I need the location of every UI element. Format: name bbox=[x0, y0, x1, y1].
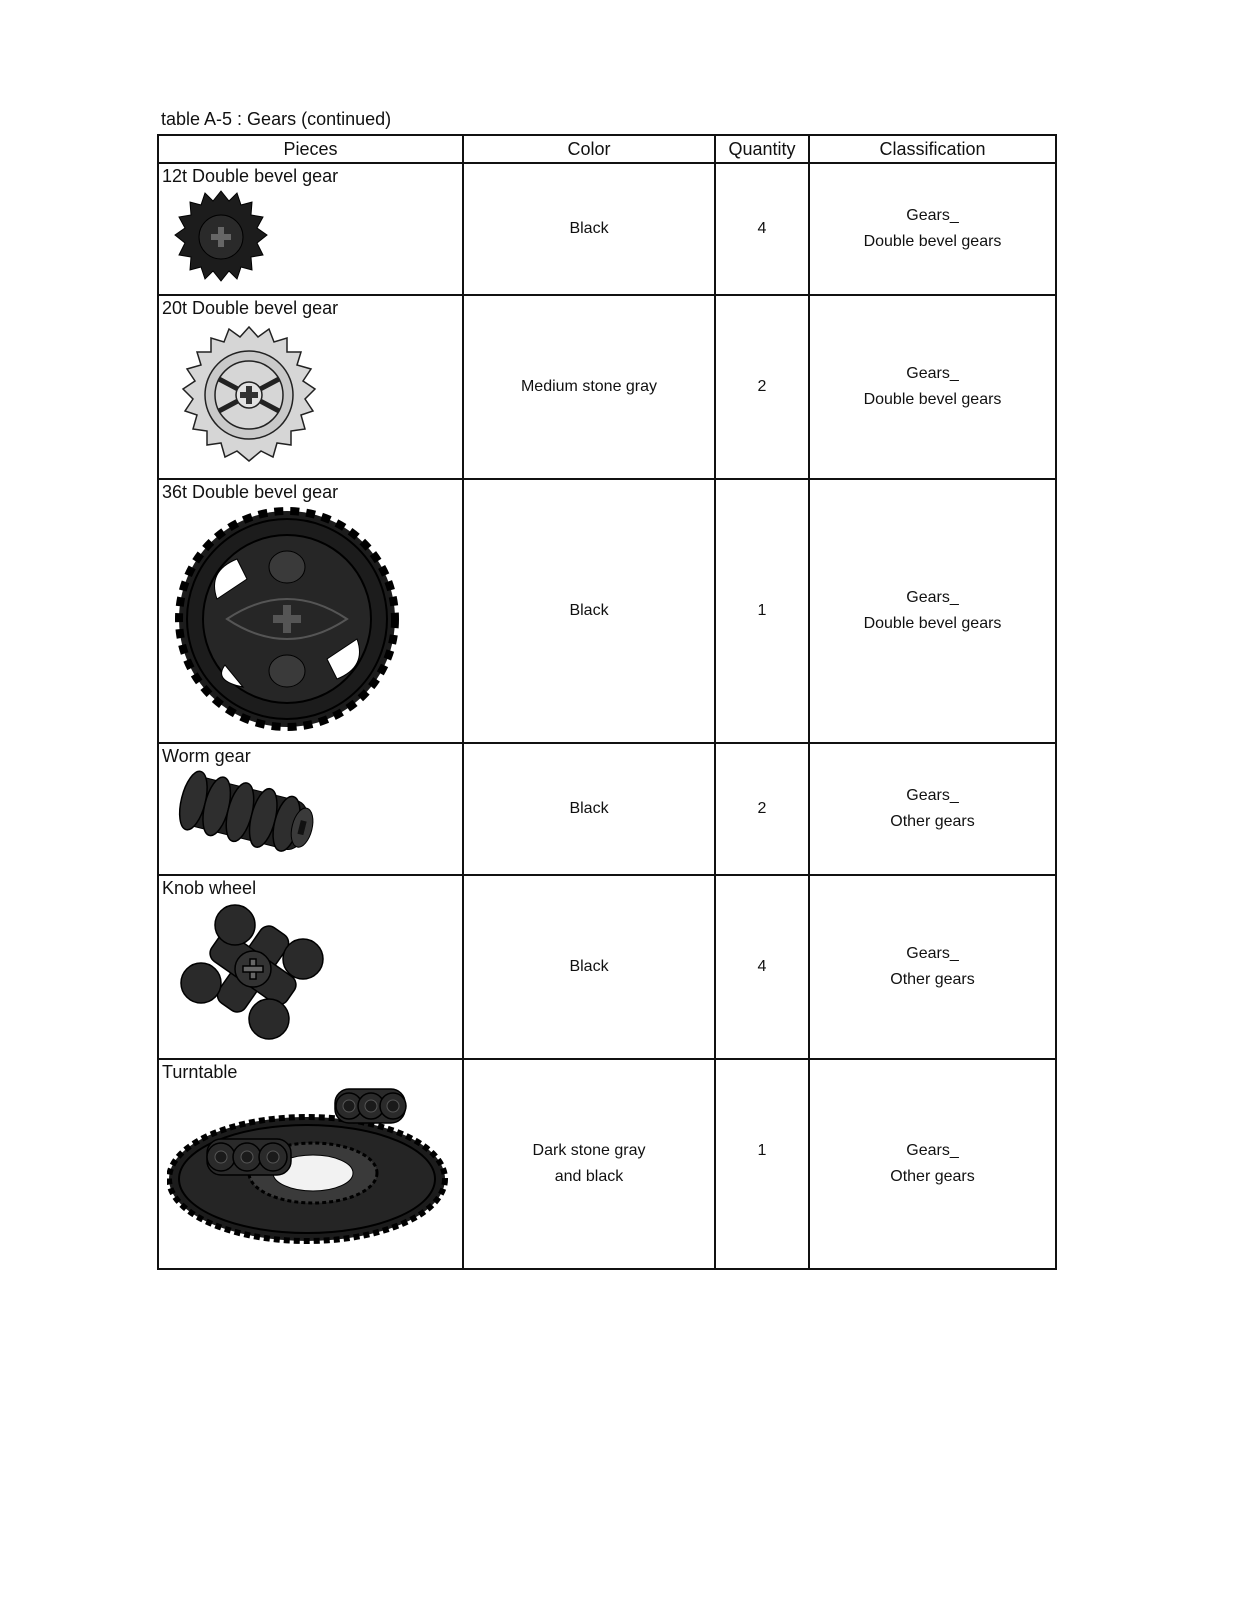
piece-name: 20t Double bevel gear bbox=[162, 298, 339, 318]
quantity-value: 2 bbox=[757, 378, 767, 395]
quantity-cell bbox=[715, 1059, 809, 1269]
gear-12t-icon bbox=[167, 187, 287, 289]
piece-cell bbox=[158, 163, 463, 295]
color-value-line2: and black bbox=[554, 1168, 624, 1185]
quantity-cell bbox=[715, 163, 809, 295]
piece-cell bbox=[158, 743, 463, 875]
header-classification: Classification bbox=[809, 135, 1056, 163]
color-value: Black bbox=[569, 800, 609, 817]
quantity-value: 4 bbox=[757, 220, 767, 237]
color-cell bbox=[463, 479, 715, 743]
quantity-cell bbox=[715, 479, 809, 743]
piece-cell bbox=[158, 295, 463, 479]
table-row bbox=[158, 295, 1056, 479]
classification-subcategory: Double bevel gears bbox=[863, 391, 1002, 408]
table-row bbox=[158, 875, 1056, 1059]
piece-name: Knob wheel bbox=[162, 878, 257, 898]
quantity-cell bbox=[715, 743, 809, 875]
classification-category: Gears_ bbox=[906, 589, 959, 606]
color-value: Black bbox=[569, 958, 609, 975]
classification-cell bbox=[809, 875, 1056, 1059]
classification-subcategory: Double bevel gears bbox=[863, 615, 1002, 632]
table-row bbox=[158, 743, 1056, 875]
header-row bbox=[158, 135, 1056, 163]
gears-table bbox=[157, 134, 1057, 1270]
classification-subcategory: Other gears bbox=[890, 1168, 975, 1185]
classification-subcategory: Other gears bbox=[890, 971, 975, 988]
header-quantity: Quantity bbox=[715, 135, 809, 163]
knob-wheel-icon bbox=[167, 899, 337, 1049]
color-cell bbox=[463, 743, 715, 875]
piece-name: 36t Double bevel gear bbox=[162, 482, 339, 502]
header-color: Color bbox=[463, 135, 715, 163]
classification-category: Gears_ bbox=[906, 207, 959, 224]
gear-20t-icon bbox=[167, 319, 337, 469]
turntable-icon bbox=[167, 1083, 452, 1253]
quantity-value: 1 bbox=[757, 602, 767, 619]
classification-cell bbox=[809, 163, 1056, 295]
quantity-cell bbox=[715, 875, 809, 1059]
quantity-value: 2 bbox=[757, 800, 767, 817]
color-value: Medium stone gray bbox=[520, 378, 658, 395]
classification-category: Gears_ bbox=[906, 945, 959, 962]
classification-subcategory: Other gears bbox=[890, 813, 975, 830]
table-row bbox=[158, 1059, 1056, 1269]
color-value: Black bbox=[569, 602, 609, 619]
piece-cell bbox=[158, 875, 463, 1059]
piece-name: Turntable bbox=[162, 1062, 238, 1082]
quantity-value: 1 bbox=[757, 1142, 767, 1159]
quantity-value: 4 bbox=[757, 958, 767, 975]
table-caption: table A-5 : Gears (continued) bbox=[161, 109, 392, 129]
table-row bbox=[158, 479, 1056, 743]
classification-category: Gears_ bbox=[906, 365, 959, 382]
classification-cell bbox=[809, 1059, 1056, 1269]
piece-cell bbox=[158, 479, 463, 743]
color-cell bbox=[463, 1059, 715, 1269]
gear-36t-icon bbox=[167, 503, 407, 731]
color-cell bbox=[463, 295, 715, 479]
piece-cell bbox=[158, 1059, 463, 1269]
color-value: Black bbox=[569, 220, 609, 237]
piece-name: 12t Double bevel gear bbox=[162, 166, 339, 186]
classification-cell bbox=[809, 479, 1056, 743]
classification-subcategory: Double bevel gears bbox=[863, 233, 1002, 250]
table-row bbox=[158, 163, 1056, 295]
classification-category: Gears_ bbox=[906, 1142, 959, 1159]
piece-name: Worm gear bbox=[162, 746, 251, 766]
classification-category: Gears_ bbox=[906, 787, 959, 804]
color-cell bbox=[463, 163, 715, 295]
classification-cell bbox=[809, 295, 1056, 479]
color-value: Dark stone gray bbox=[532, 1142, 646, 1159]
color-cell bbox=[463, 875, 715, 1059]
quantity-cell bbox=[715, 295, 809, 479]
header-pieces: Pieces bbox=[158, 135, 463, 163]
classification-cell bbox=[809, 743, 1056, 875]
worm-gear-icon bbox=[167, 767, 327, 867]
